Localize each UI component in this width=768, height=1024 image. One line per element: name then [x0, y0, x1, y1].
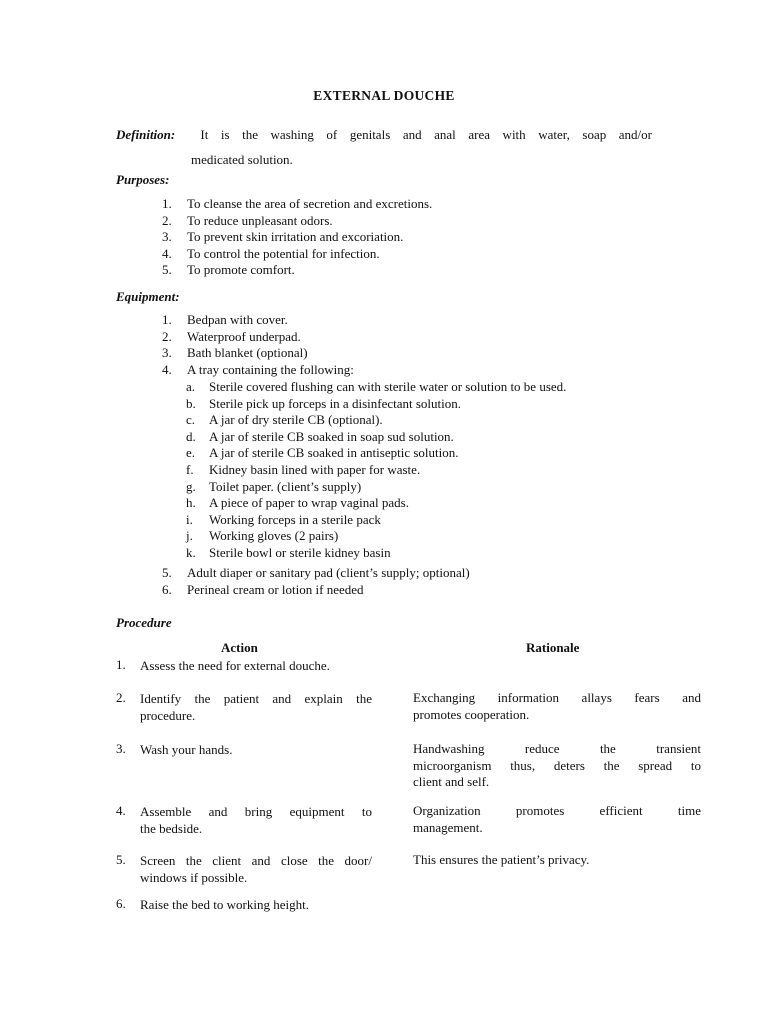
definition-label: Definition: — [116, 127, 176, 142]
action-line: Raise the bed to working height. — [140, 897, 309, 912]
definition-text-line1: It is the washing of genitals and anal area with water, soap and/or — [200, 127, 652, 142]
rationale-line: Handwashing reduce the transient — [413, 741, 701, 756]
list-item-number: 1. — [162, 196, 172, 211]
list-item-number: 3. — [162, 229, 172, 245]
list-item-text: Bedpan with cover. — [187, 312, 288, 327]
rationale-line: microorganism thus, deters the spread to — [413, 757, 701, 773]
list-item-number: 4. — [162, 361, 172, 377]
list-item-number: 2. — [162, 328, 172, 344]
tray-item-letter: h. — [186, 495, 196, 511]
list-item-number: 5. — [162, 262, 172, 278]
tray-item-letter: e. — [186, 445, 196, 461]
rationale-line: promotes cooperation. — [413, 706, 530, 722]
step-number: 1. — [116, 657, 126, 672]
equipment-label: Equipment: — [116, 289, 180, 304]
step-number: 4. — [116, 803, 126, 818]
action-column-header: Action — [221, 640, 258, 655]
rationale-line: client and self. — [413, 774, 490, 789]
definition-block — [116, 122, 652, 172]
step-number: 3. — [116, 741, 126, 756]
tray-item-letter: k. — [186, 544, 196, 560]
tray-item-letter: a. — [186, 379, 196, 394]
action-line: Assess the need for external douche. — [140, 658, 330, 673]
action-line: windows if possible. — [140, 870, 248, 885]
list-item-number: 4. — [162, 245, 172, 261]
tray-item-letter: d. — [186, 428, 196, 444]
step-action — [140, 896, 372, 913]
step-rationale — [413, 690, 701, 723]
step-action — [140, 690, 372, 724]
rationale-line: Exchanging information allays fears and — [413, 690, 701, 705]
list-item-text: To reduce unpleasant odors. — [187, 212, 333, 228]
purposes-label: Purposes: — [116, 172, 170, 187]
list-item-number: 2. — [162, 212, 172, 228]
list-item-number: 5. — [162, 565, 172, 580]
action-line: procedure. — [140, 708, 196, 723]
step-action — [140, 803, 372, 837]
tray-item-text: Toilet paper. (client’s supply) — [209, 478, 362, 494]
tray-item-text: Sterile covered flushing can with sterile water or solution to be used. — [209, 379, 567, 394]
rationale-column-header: Rationale — [526, 640, 580, 655]
tray-item-text: Working forceps in a sterile pack — [209, 511, 381, 527]
list-item-number: 3. — [162, 345, 172, 361]
tray-item-text: Kidney basin lined with paper for waste. — [209, 461, 421, 477]
list-item-text: To promote comfort. — [187, 262, 295, 278]
step-action — [140, 741, 372, 758]
tray-item-text: A jar of sterile CB soaked in antiseptic solution. — [209, 445, 459, 461]
action-line: Assemble and bring equipment to — [140, 804, 372, 819]
action-line: Identify the patient and explain the — [140, 691, 372, 706]
rationale-line: This ensures the patient’s privacy. — [413, 852, 590, 867]
list-item-text: Bath blanket (optional) — [187, 345, 308, 361]
action-line: Screen the client and close the door/ — [140, 853, 372, 868]
list-item-text: A tray containing the following: — [187, 361, 354, 377]
list-item-number: 6. — [162, 581, 172, 597]
tray-item-text: Sterile bowl or sterile kidney basin — [209, 544, 391, 560]
list-item-text: To cleanse the area of secretion and excretions. — [187, 196, 433, 211]
document-title: EXTERNAL DOUCHE — [313, 88, 455, 103]
step-rationale — [413, 741, 701, 791]
list-item-text: Perineal cream or lotion if needed — [187, 581, 364, 597]
step-action — [140, 657, 372, 674]
list-item-text: Waterproof underpad. — [187, 328, 301, 344]
tray-item-text: Working gloves (2 pairs) — [209, 528, 339, 544]
list-item-text: To prevent skin irritation and excoriation. — [187, 229, 404, 245]
list-item-text: Adult diaper or sanitary pad (client’s supply; optional) — [187, 565, 470, 580]
tray-item-letter: g. — [186, 478, 196, 494]
tray-item-text: Sterile pick up forceps in a disinfectant solution. — [209, 395, 461, 411]
step-number: 5. — [116, 852, 126, 867]
action-line: the bedside. — [140, 821, 203, 836]
tray-item-letter: i. — [186, 511, 193, 527]
step-rationale — [413, 803, 701, 836]
tray-item-text: A jar of dry sterile CB (optional). — [209, 412, 383, 428]
step-number: 2. — [116, 690, 126, 705]
list-item-number: 1. — [162, 312, 172, 327]
definition-text-line2: medicated solution. — [191, 152, 293, 167]
tray-item-letter: b. — [186, 395, 196, 411]
rationale-line: Organization promotes efficient time — [413, 803, 701, 818]
action-line: Wash your hands. — [140, 742, 233, 757]
rationale-line: management. — [413, 819, 483, 835]
step-number: 6. — [116, 896, 126, 911]
tray-item-text: A jar of sterile CB soaked in soap sud solution. — [209, 428, 454, 444]
list-item-text: To control the potential for infection. — [187, 245, 380, 261]
step-action — [140, 852, 372, 886]
tray-item-letter: f. — [186, 461, 194, 477]
tray-item-text: A piece of paper to wrap vaginal pads. — [209, 495, 409, 511]
tray-item-letter: j. — [186, 528, 193, 544]
procedure-label: Procedure — [116, 615, 172, 630]
step-rationale — [413, 852, 701, 869]
tray-item-letter: c. — [186, 412, 196, 428]
